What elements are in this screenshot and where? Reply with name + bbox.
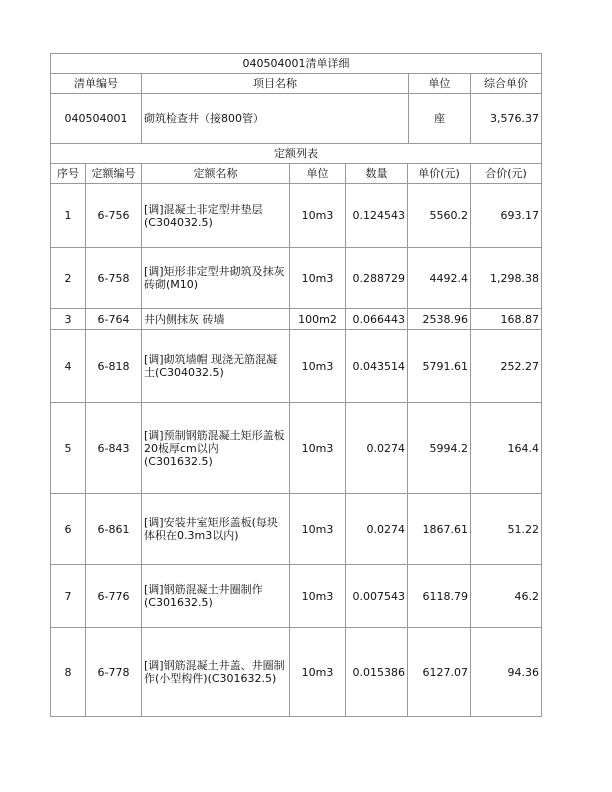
bill-header-row (51, 74, 542, 94)
table-row (51, 628, 542, 717)
row-seq: 8 (51, 628, 86, 717)
quota-header-price: 单价(元) (408, 164, 471, 184)
row-name: [调]预制钢筋混凝土矩形盖板20板厚cm以内(C301632.5) (142, 403, 290, 494)
quota-header-row (51, 164, 542, 184)
row-unit: 10m3 (290, 628, 346, 717)
bill-header-unit: 单位 (409, 74, 471, 94)
bill-table (50, 53, 542, 144)
bill-row (51, 94, 542, 144)
row-unit: 100m2 (290, 309, 346, 330)
row-price: 5994.2 (408, 403, 471, 494)
row-price: 4492.4 (408, 248, 471, 309)
row-price: 2538.96 (408, 309, 471, 330)
table-row (51, 248, 542, 309)
row-unit: 10m3 (290, 565, 346, 628)
table-row (51, 565, 542, 628)
row-seq: 6 (51, 494, 86, 565)
row-total: 168.87 (471, 309, 542, 330)
bill-header-price: 综合单价 (471, 74, 542, 94)
row-name: [调]矩形非定型井砌筑及抹灰 砖砌(M10) (142, 248, 290, 309)
row-unit: 10m3 (290, 184, 346, 248)
row-price: 5560.2 (408, 184, 471, 248)
bill-code: 040504001 (51, 94, 142, 144)
row-qty: 0.288729 (346, 248, 408, 309)
quota-table (50, 143, 542, 717)
table-row (51, 494, 542, 565)
row-total: 164.4 (471, 403, 542, 494)
row-qty: 0.0274 (346, 494, 408, 565)
row-price: 6118.79 (408, 565, 471, 628)
row-code: 6-778 (86, 628, 142, 717)
quota-title-row (51, 144, 542, 164)
quota-header-unit: 单位 (290, 164, 346, 184)
row-code: 6-861 (86, 494, 142, 565)
bill-header-name: 项目名称 (142, 74, 409, 94)
row-qty: 0.124543 (346, 184, 408, 248)
bill-unit: 座 (409, 94, 471, 144)
row-total: 1,298.38 (471, 248, 542, 309)
table-row (51, 309, 542, 330)
row-seq: 1 (51, 184, 86, 248)
bill-title: 040504001清单详细 (51, 54, 542, 74)
row-unit: 10m3 (290, 403, 346, 494)
row-seq: 4 (51, 330, 86, 403)
row-code: 6-756 (86, 184, 142, 248)
row-qty: 0.007543 (346, 565, 408, 628)
quota-header-name: 定额名称 (142, 164, 290, 184)
row-name: [调]钢筋混凝土井圈制作(C301632.5) (142, 565, 290, 628)
table-row (51, 184, 542, 248)
quota-header-total: 合价(元) (471, 164, 542, 184)
row-unit: 10m3 (290, 494, 346, 565)
quota-header-seq: 序号 (51, 164, 86, 184)
row-total: 46.2 (471, 565, 542, 628)
row-seq: 2 (51, 248, 86, 309)
row-code: 6-843 (86, 403, 142, 494)
bill-price: 3,576.37 (471, 94, 542, 144)
table-row (51, 403, 542, 494)
row-code: 6-776 (86, 565, 142, 628)
quota-header-code: 定额编号 (86, 164, 142, 184)
row-total: 94.36 (471, 628, 542, 717)
row-total: 51.22 (471, 494, 542, 565)
row-qty: 0.043514 (346, 330, 408, 403)
row-seq: 5 (51, 403, 86, 494)
row-name: [调]钢筋混凝土井盖、井圈制作(小型构件)(C301632.5) (142, 628, 290, 717)
row-code: 6-764 (86, 309, 142, 330)
row-unit: 10m3 (290, 248, 346, 309)
row-code: 6-818 (86, 330, 142, 403)
row-name: [调]混凝土非定型井垫层(C304032.5) (142, 184, 290, 248)
row-price: 5791.61 (408, 330, 471, 403)
bill-name: 砌筑检查井（接800管） (142, 94, 409, 144)
row-name: [调]安装井室矩形盖板(每块体积在0.3m3以内) (142, 494, 290, 565)
row-seq: 3 (51, 309, 86, 330)
row-qty: 0.066443 (346, 309, 408, 330)
row-unit: 10m3 (290, 330, 346, 403)
row-code: 6-758 (86, 248, 142, 309)
table-row (51, 330, 542, 403)
row-total: 252.27 (471, 330, 542, 403)
row-name: [调]砌筑墙帽 现浇无筋混凝土(C304032.5) (142, 330, 290, 403)
quota-header-qty: 数量 (346, 164, 408, 184)
row-name: 井内侧抹灰 砖墙 (142, 309, 290, 330)
row-qty: 0.0274 (346, 403, 408, 494)
bill-title-row (51, 54, 542, 74)
row-price: 1867.61 (408, 494, 471, 565)
row-seq: 7 (51, 565, 86, 628)
row-total: 693.17 (471, 184, 542, 248)
bill-header-code: 清单编号 (51, 74, 142, 94)
row-price: 6127.07 (408, 628, 471, 717)
row-qty: 0.015386 (346, 628, 408, 717)
quota-title: 定额列表 (51, 144, 542, 164)
